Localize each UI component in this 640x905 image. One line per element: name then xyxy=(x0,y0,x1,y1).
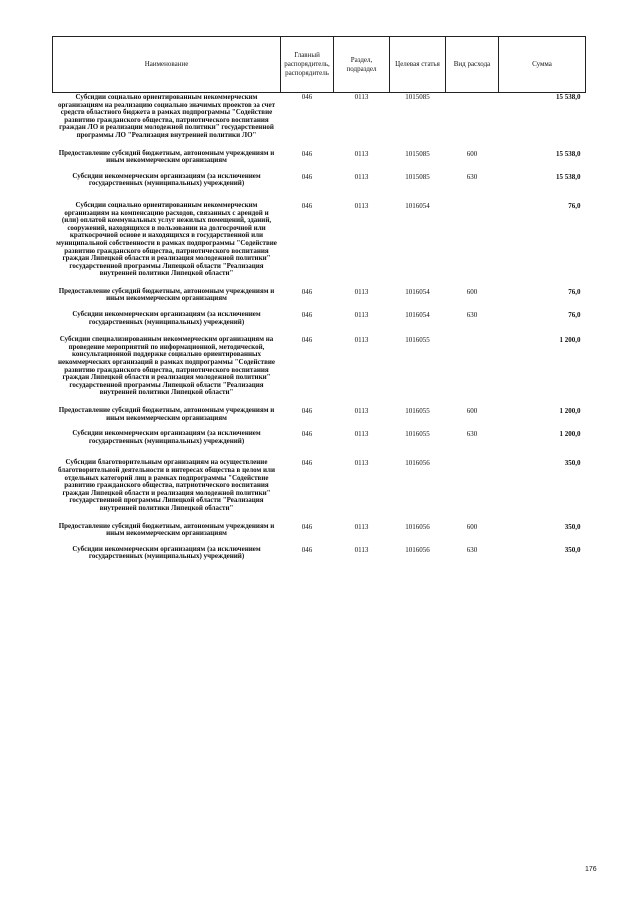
header-sum: Сумма xyxy=(499,37,586,93)
cell-article: 1016055 xyxy=(405,407,430,415)
table-row xyxy=(53,173,586,202)
table-row xyxy=(53,288,586,311)
cell-article: 1016054 xyxy=(405,311,430,320)
cell-name: Субсидии специализированным некоммерческим организациям на проведение мероприятий по информационной, методической, консультационной поддержке социально ориентированных некоммерческих организаций в рамках подпрограммы "Содействие развитию гражданского общества, патриотического воспитания граждан Липецкой области и реализация молодежной политики" государственной программы Липецкой области "Реализация внутренней политики Липецкой области" xyxy=(57,335,276,397)
cell-name: Субсидии некоммерческим организациям (за исключением государственных (муниципальных) учреждений) xyxy=(72,171,261,188)
cell-grbs: 046 xyxy=(301,522,313,531)
cell-name: Субсидии благотворительным организациям на осуществление благотворительной деятельности в интересах общества в целом или отдельных категорий лиц в рамках подпрограммы "Содействие развитию гражданского общества, патриотического воспитания граждан Липецкой области и реализация молодежной политики" государственной программы Липецкой области "Реализация внутренней политики Липецкой области" xyxy=(57,458,276,512)
cell-type: 600 xyxy=(466,407,478,415)
table-row xyxy=(53,202,586,288)
cell-sum: 1 200,0 xyxy=(559,407,581,415)
cell-name: Субсидии некоммерческим организациям (за исключением государственных (муниципальных) учреждений) xyxy=(72,544,261,561)
cell-type xyxy=(446,336,499,407)
header-row xyxy=(53,37,586,93)
cell-type: 630 xyxy=(466,172,478,181)
cell-article: 1015085 xyxy=(405,93,430,101)
cell-grbs: 046 xyxy=(301,93,313,101)
cell-section: 0113 xyxy=(354,149,369,158)
cell-name: Субсидии некоммерческим организациям (за исключением государственных (муниципальных) учреждений) xyxy=(72,310,261,326)
cell-article: 1016055 xyxy=(405,430,430,439)
cell-sum: 15 538,0 xyxy=(556,172,581,181)
cell-type: 600 xyxy=(466,287,478,296)
cell-section: 0113 xyxy=(354,430,369,439)
cell-article: 1015085 xyxy=(405,172,430,181)
table-row xyxy=(53,93,586,150)
cell-section: 0113 xyxy=(354,201,369,210)
cell-section: 0113 xyxy=(354,287,369,296)
cell-grbs: 046 xyxy=(301,201,313,210)
cell-name: Предоставление субсидий бюджетным, автономным учреждениям и иным некоммерческим организациям xyxy=(58,406,275,422)
cell-type xyxy=(446,202,499,288)
cell-type xyxy=(446,93,499,150)
table-row xyxy=(53,430,586,459)
table-row xyxy=(53,311,586,336)
cell-type xyxy=(446,459,499,522)
cell-sum: 15 538,0 xyxy=(556,149,581,158)
cell-article: 1016056 xyxy=(405,522,430,531)
cell-type: 600 xyxy=(466,522,478,531)
table-row xyxy=(53,336,586,407)
cell-article: 1016056 xyxy=(405,545,430,554)
table-row xyxy=(53,523,586,546)
cell-type: 630 xyxy=(466,430,478,439)
cell-grbs: 046 xyxy=(301,336,313,345)
table-row xyxy=(53,407,586,430)
cell-section: 0113 xyxy=(354,93,369,101)
cell-grbs: 046 xyxy=(301,172,313,181)
cell-type: 630 xyxy=(466,545,478,554)
cell-sum: 15 538,0 xyxy=(556,93,581,101)
cell-sum: 1 200,0 xyxy=(559,336,581,345)
cell-sum: 76,0 xyxy=(568,311,581,320)
cell-section: 0113 xyxy=(354,522,369,531)
cell-sum: 350,0 xyxy=(564,522,581,531)
table-row xyxy=(53,150,586,173)
cell-sum: 76,0 xyxy=(568,201,581,210)
cell-sum: 350,0 xyxy=(564,545,581,554)
cell-grbs: 046 xyxy=(301,149,313,158)
table-body xyxy=(53,93,586,561)
cell-name: Предоставление субсидий бюджетным, автономным учреждениям и иным некоммерческим организациям xyxy=(58,286,275,303)
cell-grbs: 046 xyxy=(301,459,313,468)
cell-article: 1016056 xyxy=(405,459,430,468)
cell-article: 1016055 xyxy=(405,336,430,345)
cell-grbs: 046 xyxy=(301,311,313,320)
header-type: Вид расхода xyxy=(446,37,499,93)
cell-section: 0113 xyxy=(354,407,369,415)
cell-grbs: 046 xyxy=(301,430,313,439)
cell-article: 1016054 xyxy=(405,201,430,210)
cell-grbs: 046 xyxy=(301,545,313,554)
cell-name: Предоставление субсидий бюджетным, автономным учреждениям и иным некоммерческим организациям xyxy=(58,521,275,538)
cell-sum: 1 200,0 xyxy=(559,430,581,439)
cell-section: 0113 xyxy=(354,336,369,345)
cell-name: Субсидии некоммерческим организациям (за исключением государственных (муниципальных) учреждений) xyxy=(72,429,261,445)
cell-sum: 76,0 xyxy=(568,287,581,296)
header-grbs: Главный распорядитель, распорядитель xyxy=(281,37,334,93)
table-row xyxy=(53,459,586,522)
header-section: Раздел, подраздел xyxy=(334,37,390,93)
cell-sum: 350,0 xyxy=(564,459,581,468)
cell-grbs: 046 xyxy=(301,407,313,415)
cell-section: 0113 xyxy=(354,459,369,468)
cell-section: 0113 xyxy=(354,545,369,554)
cell-section: 0113 xyxy=(354,311,369,320)
cell-type: 600 xyxy=(466,149,478,158)
header-name: Наименование xyxy=(53,37,281,93)
budget-table xyxy=(52,36,586,561)
cell-name: Субсидии социально ориентированным некоммерческим организациям на компенсацию расходов, связанных с арендой и (или) оплатой коммунальных услуг нежилых помещений, зданий, сооружений, находящихся в пользовании на долгосрочной или краткосрочной основе и находящихся в государственной или муниципальной собственности в рамках подпрограммы "Содействие развитию гражданского общества, патриотического воспитания граждан Липецкой области и реализация молодежной политики" государственной программы Липецкой области "Реализация внутренней политики Липецкой области" xyxy=(56,200,277,278)
table-row xyxy=(53,546,586,561)
cell-type: 630 xyxy=(466,311,478,320)
cell-article: 1016054 xyxy=(405,287,430,296)
cell-section: 0113 xyxy=(354,172,369,181)
cell-name: Субсидии социально ориентированным некоммерческим организациям на реализацию социально значимых проектов за счет средств областного бюджета в рамках подпрограммы "Содействие развитию гражданского общества, патриотического воспитания граждан ЛО и реализации молодежной политики" государственной программы ЛО "Реализация внутренней политики ЛО" xyxy=(57,93,276,139)
page-number: 176 xyxy=(585,866,597,873)
cell-name: Предоставление субсидий бюджетным, автономным учреждениям и иным некоммерческим организациям xyxy=(58,148,275,165)
cell-grbs: 046 xyxy=(301,287,313,296)
cell-article: 1015085 xyxy=(405,149,430,158)
header-article: Целевая статья xyxy=(390,37,446,93)
table-header xyxy=(53,37,586,93)
